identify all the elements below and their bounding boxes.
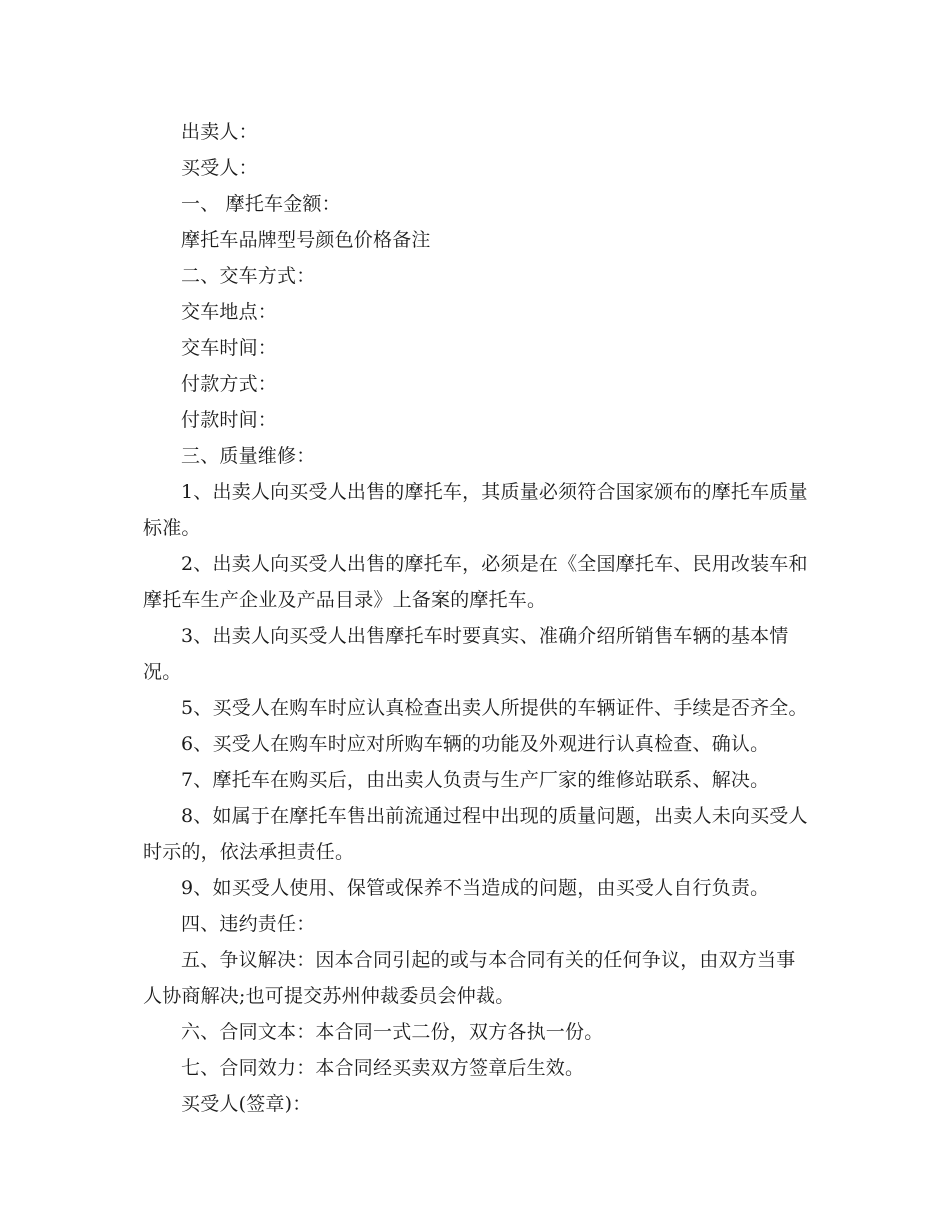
quality-clause-7: 7、摩托车在购买后，由出卖人负责与生产厂家的维修站联系、解决。: [181, 769, 770, 791]
section-contract-effect: 七、合同效力：本合同经买卖双方签章后生效。: [181, 1057, 585, 1079]
quality-clause-3: 3、出卖人向买受人出售摩托车时要真实、准确介绍所销售车辆的基本情况。: [143, 625, 789, 683]
seller-label: 出卖人：: [181, 121, 258, 143]
quality-clause-5: 5、买受人在购车时应认真检查出卖人所提供的车辆证件、手续是否齐全。: [181, 697, 808, 719]
quality-clause-2: 2、出卖人向买受人出售的摩托车，必须是在《全国摩托车、民用改装车和摩托车生产企业及产品目录》上备案的摩托车。: [143, 553, 808, 611]
quality-clause-1: 1、出卖人向买受人出售的摩托车，其质量必须符合国家颁布的摩托车质量标准。: [143, 481, 808, 539]
section-heading-liability: 四、违约责任：: [181, 913, 316, 935]
quality-clause-8: 8、如属于在摩托车售出前流通过程中出现的质量问题，出卖人未向买受人时示的，依法承担责任。: [143, 805, 808, 863]
motorcycle-fields-line: 摩托车品牌型号颜色价格备注: [181, 229, 431, 251]
section-dispute-resolution: 五、争议解决：因本合同引起的或与本合同有关的任何争议，由双方当事人协商解决;也可提交苏州仲裁委员会仲裁。: [143, 949, 796, 1007]
buyer-label: 买受人：: [181, 157, 258, 179]
buyer-signature-label: 买受人(签章)：: [181, 1093, 312, 1115]
delivery-time-label: 交车时间：: [181, 337, 278, 359]
payment-method-label: 付款方式：: [181, 373, 278, 395]
section-heading-amount: 一、 摩托车金额：: [181, 193, 341, 215]
section-heading-quality: 三、质量维修：: [181, 445, 316, 467]
payment-time-label: 付款时间：: [181, 409, 278, 431]
section-heading-delivery: 二、交车方式：: [181, 265, 316, 287]
section-contract-copies: 六、合同文本：本合同一式二份，双方各执一份。: [181, 1021, 604, 1043]
document-body: [143, 114, 813, 1122]
quality-clause-9: 9、如买受人使用、保管或保养不当造成的问题，由买受人自行负责。: [181, 877, 770, 899]
delivery-location-label: 交车地点：: [181, 301, 278, 323]
quality-clause-6: 6、买受人在购车时应对所购车辆的功能及外观进行认真检查、确认。: [181, 733, 770, 755]
